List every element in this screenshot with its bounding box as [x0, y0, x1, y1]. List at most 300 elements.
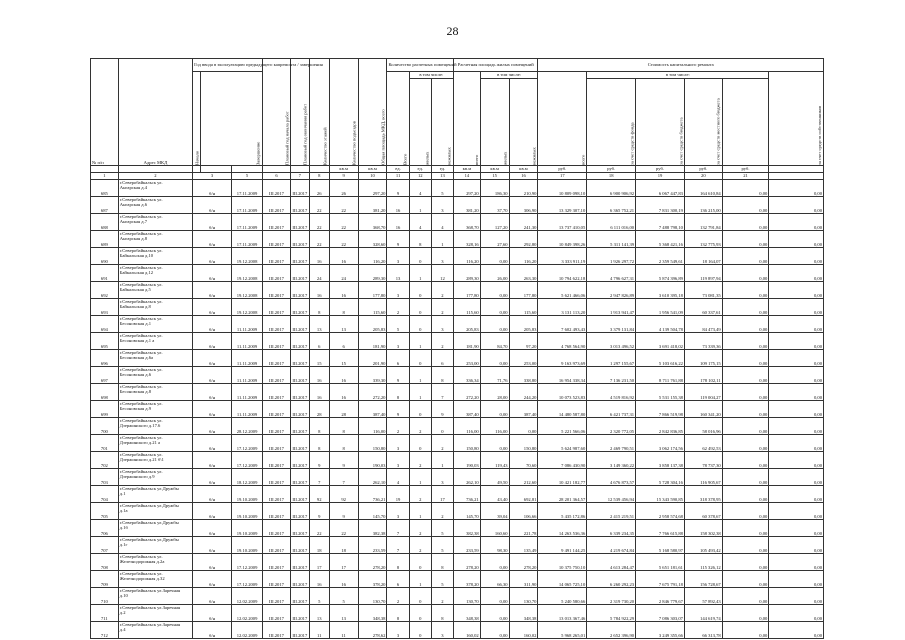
- cell-c6: III.2017: [290, 622, 309, 639]
- cell-n: 705: [91, 503, 119, 520]
- address-line: г.Северобайкальск ул.: [119, 231, 163, 236]
- address-cell: [118, 554, 192, 571]
- cell-c19: 116 905,67: [684, 469, 722, 486]
- cell-c12: 5: [431, 571, 453, 588]
- cell-c12: 3: [431, 469, 453, 486]
- address-cell: [118, 622, 192, 639]
- cell-c19: 132 775,93: [684, 231, 722, 248]
- cell-c15: 348,38: [509, 605, 538, 622]
- address-line: г.Северобайкальск ул.: [119, 197, 163, 202]
- cell-c5: III.2017: [263, 282, 291, 299]
- cell-c12: 2: [431, 503, 453, 520]
- cell-c17: 1 297 155,67: [587, 350, 636, 367]
- cell-c16: 4 768 564,90: [538, 333, 587, 350]
- cell-c16: 9 163 973,69: [538, 350, 587, 367]
- cell-c15: 263,30: [509, 265, 538, 282]
- cell-c13: 145,70: [454, 503, 481, 520]
- address-line: Дзержинского д.9: [119, 474, 155, 480]
- cell-c13: 378,20: [454, 571, 481, 588]
- cell-c16: 13 013 367,46: [538, 605, 587, 622]
- cell-c14: 0,00: [480, 350, 509, 367]
- col-number-cell: 10: [358, 173, 387, 180]
- cell-c13: 368,70: [454, 214, 481, 231]
- cell-c8: 18: [329, 537, 358, 554]
- address-line: Ангарская д.4: [119, 185, 148, 191]
- cell-c14: 43,40: [480, 486, 509, 503]
- cell-c14: 0,00: [480, 435, 509, 452]
- cell-c10: 6: [387, 571, 409, 588]
- cell-c13: 205,83: [454, 316, 481, 333]
- cell-c18: 5 874 396,89: [636, 265, 685, 282]
- cell-c5: III.2017: [263, 299, 291, 316]
- cell-c9: 297,20: [358, 180, 387, 197]
- cell-c15: 160,02: [509, 622, 538, 639]
- column-number-row: [91, 173, 824, 180]
- address-line: Дзержинского д.17.6: [119, 423, 161, 429]
- unit-cell: руб.: [722, 166, 769, 173]
- table-row: [91, 350, 824, 367]
- address-line: Байкальская д.12: [119, 270, 154, 276]
- cell-c10: 3: [387, 435, 409, 452]
- address-cell: [118, 214, 192, 231]
- cell-c9: 736,21: [358, 486, 387, 503]
- cell-n: 685: [91, 180, 119, 197]
- table-row: [91, 282, 824, 299]
- cell-c16: 5 240 580,66: [538, 588, 587, 605]
- unit-cell: [309, 166, 329, 173]
- col-number-cell: 19: [636, 173, 685, 180]
- cell-c13: 262,10: [454, 469, 481, 486]
- cell-c19: 57 892,43: [684, 588, 722, 605]
- cell-c3: б/н: [193, 401, 232, 418]
- cell-c12: 3: [431, 197, 453, 214]
- cell-c7: 18: [309, 537, 329, 554]
- cell-c10: 3: [387, 622, 409, 639]
- cell-c14: 0,00: [480, 282, 509, 299]
- address-line: г.Северобайкальск ул.Дружбы: [119, 503, 179, 508]
- cell-c17: 1 926 297,72: [587, 248, 636, 265]
- cell-c8: 5: [329, 588, 358, 605]
- table-row: [91, 605, 824, 622]
- cell-c17: 12 539 456,94: [587, 486, 636, 503]
- address-line: г.Северобайкальск ул.: [119, 265, 163, 270]
- cell-c9: 272,20: [358, 384, 387, 401]
- cell-c13: 150,80: [454, 435, 481, 452]
- cell-c8: 6: [329, 333, 358, 350]
- cell-c10: 2: [387, 299, 409, 316]
- cell-c14: 186,30: [480, 180, 509, 197]
- cell-c18: 5 651 181,61: [636, 554, 685, 571]
- cell-n: 704: [91, 486, 119, 503]
- cell-c20: 0,00: [722, 367, 769, 384]
- cell-c11: 2: [409, 486, 431, 503]
- cell-n: 701: [91, 435, 119, 452]
- cell-c8: 16: [329, 282, 358, 299]
- cell-c16: 7 086 430,90: [538, 452, 587, 469]
- table-row: [91, 452, 824, 469]
- cell-c19: 119 004,27: [684, 384, 722, 401]
- unit-cell: кв.м: [509, 166, 538, 173]
- cell-c11: 0: [409, 282, 431, 299]
- address-line: г.Северобайкальск ул.: [119, 316, 163, 321]
- unit-cell: кв.м: [480, 166, 509, 173]
- cell-c5: III.2017: [263, 316, 291, 333]
- unit-cell: [231, 166, 262, 173]
- cell-c11: 0: [409, 316, 431, 333]
- cell-c8: 22: [329, 197, 358, 214]
- cell-c11: 0: [409, 248, 431, 265]
- cell-c8: 15: [329, 350, 358, 367]
- cell-n: 710: [91, 588, 119, 605]
- cell-c19: 60 337,61: [684, 299, 722, 316]
- unit-cell: [290, 166, 309, 173]
- unit-cell: [263, 166, 291, 173]
- address-cell: [118, 299, 192, 316]
- cell-c9: 145,70: [358, 503, 387, 520]
- cell-c7: 8: [309, 435, 329, 452]
- cell-c19: 109 175,15: [684, 350, 722, 367]
- cell-n: 687: [91, 197, 119, 214]
- cell-c5: III.2017: [263, 571, 291, 588]
- cell-c18: 5 168 580,97: [636, 537, 685, 554]
- col-number-cell: 18: [587, 173, 636, 180]
- address-cell: [118, 571, 192, 588]
- address-line: г.Северобайкальск ул.: [119, 452, 163, 457]
- cell-c3: б/н: [193, 299, 232, 316]
- cell-c21: 0,00: [769, 282, 824, 299]
- cell-c6: III.2017: [290, 554, 309, 571]
- cell-c20: 0,00: [722, 401, 769, 418]
- header-area: Общая площадь МКД, всего: [358, 59, 387, 166]
- cell-c7: 22: [309, 231, 329, 248]
- cell-c4: 19.10.2009: [231, 537, 262, 554]
- cell-c13: 348,38: [454, 605, 481, 622]
- cell-c11: 8: [409, 231, 431, 248]
- cell-c7: 16: [309, 367, 329, 384]
- cell-c18: 4 139 504,78: [636, 316, 685, 333]
- cell-c12: 1: [431, 452, 453, 469]
- cell-c20: 0,00: [722, 282, 769, 299]
- cell-c3: б/н: [193, 350, 232, 367]
- cell-c19: 144 619,74: [684, 605, 722, 622]
- cell-c12: 9: [431, 401, 453, 418]
- cell-c6: III.2017: [290, 418, 309, 435]
- cell-c21: 0,00: [769, 214, 824, 231]
- cell-n: 690: [91, 248, 119, 265]
- cell-c3: б/н: [193, 197, 232, 214]
- cell-c14: 0,00: [480, 401, 509, 418]
- cell-c17: 6 111 016,00: [587, 214, 636, 231]
- cell-c4: 11.11.2009: [231, 401, 262, 418]
- cell-c16: 9 491 144,25: [538, 537, 587, 554]
- cell-c7: 26: [309, 180, 329, 197]
- cell-c3: б/н: [193, 333, 232, 350]
- cell-c13: 233,59: [454, 537, 481, 554]
- header-area-incl: в том числе:: [480, 72, 538, 79]
- cell-c21: 0,00: [769, 452, 824, 469]
- cell-c14: 0,00: [480, 554, 509, 571]
- cell-c9: 339,30: [358, 367, 387, 384]
- cell-c14: 71,76: [480, 367, 509, 384]
- address-cell: [118, 180, 192, 197]
- cell-c14: 66,30: [480, 571, 509, 588]
- cell-c4: 19.12.2008: [231, 282, 262, 299]
- cell-c16: 14 263 536,36: [538, 520, 587, 537]
- address-cell: [118, 367, 192, 384]
- cell-c21: 0,00: [769, 333, 824, 350]
- cell-c20: 0,00: [722, 384, 769, 401]
- cell-c15: 692,81: [509, 486, 538, 503]
- cell-c5: III.2017: [263, 486, 291, 503]
- unit-cell: [118, 166, 192, 173]
- table-row: [91, 486, 824, 503]
- cell-c11: 0: [409, 588, 431, 605]
- cell-c15: 130,70: [509, 588, 538, 605]
- cell-c13: 190,03: [454, 452, 481, 469]
- address-cell: [118, 605, 192, 622]
- cell-c21: 0,00: [769, 316, 824, 333]
- table-row: [91, 588, 824, 605]
- cell-c7: 92: [309, 486, 329, 503]
- cell-c4: 17.12.2009: [231, 571, 262, 588]
- address-cell: [118, 384, 192, 401]
- capital-repair-register-table: [90, 58, 824, 639]
- cell-c17: 2 947 826,89: [587, 282, 636, 299]
- cell-c3: б/н: [193, 418, 232, 435]
- cell-c4: 11.11.2009: [231, 384, 262, 401]
- cell-c10: 13: [387, 265, 409, 282]
- cell-c15: 241,30: [509, 214, 538, 231]
- cell-c7: 8: [309, 418, 329, 435]
- table-row: [91, 571, 824, 588]
- cell-c15: 115,60: [509, 299, 538, 316]
- col-number-cell: 16: [509, 173, 538, 180]
- address-cell: [118, 282, 192, 299]
- cell-c15: 292,80: [509, 231, 538, 248]
- cell-n: 703: [91, 469, 119, 486]
- cell-c3: б/н: [193, 605, 232, 622]
- address-line: г.Северобайкальск ул.Дружбы: [119, 537, 179, 542]
- cell-c10: 16: [387, 197, 409, 214]
- address-line: Ангарская д.7: [119, 219, 148, 225]
- cell-c9: 381,20: [358, 197, 387, 214]
- cell-c13: 387,40: [454, 401, 481, 418]
- address-cell: [118, 520, 192, 537]
- cell-c9: 130,70: [358, 588, 387, 605]
- cell-c7: 16: [309, 384, 329, 401]
- col-number-cell: 2: [118, 173, 192, 180]
- cell-c16: 3 333 911,19: [538, 248, 587, 265]
- cell-c10: 6: [387, 350, 409, 367]
- table-row: [91, 214, 824, 231]
- cell-c12: 3: [431, 622, 453, 639]
- cell-c10: 3: [387, 333, 409, 350]
- cell-c5: III.2017: [263, 452, 291, 469]
- cell-c14: 127,20: [480, 214, 509, 231]
- cell-c4: 17.11.2009: [231, 180, 262, 197]
- cell-c15: 106,66: [509, 503, 538, 520]
- cell-c7: 5: [309, 588, 329, 605]
- cell-c5: III.2017: [263, 197, 291, 214]
- cell-c11: 1: [409, 265, 431, 282]
- address-cell: [118, 435, 192, 452]
- cell-c11: 1: [409, 503, 431, 520]
- cell-c18: 3 691 418,02: [636, 333, 685, 350]
- cell-c5: III.2017: [263, 248, 291, 265]
- cell-c3: б/н: [193, 265, 232, 282]
- table-row: [91, 265, 824, 282]
- cell-c8: 13: [329, 316, 358, 333]
- cell-c10: 9: [387, 231, 409, 248]
- cell-c7: 6: [309, 333, 329, 350]
- cell-c9: 278,20: [358, 554, 387, 571]
- col-number-cell: 20: [684, 173, 722, 180]
- cell-c12: 5: [431, 537, 453, 554]
- cell-c12: 0: [431, 418, 453, 435]
- col-number-cell: 21: [722, 173, 769, 180]
- table-row: [91, 418, 824, 435]
- header-year-start: Начало: [193, 72, 201, 166]
- cell-c6: III.2017: [290, 435, 309, 452]
- cell-c7: 13: [309, 316, 329, 333]
- cell-c20: 0,00: [722, 350, 769, 367]
- cell-c7: 16: [309, 282, 329, 299]
- cell-c12: 12: [431, 265, 453, 282]
- cell-n: 707: [91, 537, 119, 554]
- address-line: Ангарская д.6: [119, 202, 148, 208]
- cell-c8: 16: [329, 384, 358, 401]
- cell-n: 696: [91, 350, 119, 367]
- cell-n: 691: [91, 265, 119, 282]
- cell-c17: 3 013 496,52: [587, 333, 636, 350]
- cell-c21: 0,00: [769, 622, 824, 639]
- cell-c13: 736,21: [454, 486, 481, 503]
- address-line: г.Северобайкальск ул.: [119, 384, 163, 389]
- unit-cell: кв.м: [329, 166, 358, 173]
- cell-c10: 19: [387, 486, 409, 503]
- cell-c13: 272,20: [454, 384, 481, 401]
- cell-c5: III.2017: [263, 333, 291, 350]
- cell-n: 708: [91, 554, 119, 571]
- cell-c15: 135,49: [509, 537, 538, 554]
- page-number: 28: [446, 24, 459, 38]
- cell-n: 692: [91, 282, 119, 299]
- address-cell: [118, 486, 192, 503]
- address-cell: [118, 350, 192, 367]
- col-number-cell: 11: [387, 173, 409, 180]
- cell-c6: III.2017: [290, 384, 309, 401]
- unit-cell: ед.: [387, 166, 409, 173]
- cell-c18: 6 067 447,83: [636, 180, 685, 197]
- cell-c12: 2: [431, 282, 453, 299]
- cell-c11: 1: [409, 384, 431, 401]
- cell-c6: III.2017: [290, 180, 309, 197]
- address-line: д.1г: [119, 542, 128, 548]
- cell-c7: 16: [309, 248, 329, 265]
- cell-c19: 115 326,12: [684, 554, 722, 571]
- address-line: Бесоновская д.6: [119, 372, 152, 378]
- cell-c11: 0: [409, 299, 431, 316]
- cell-c8: 17: [329, 554, 358, 571]
- cell-c3: б/н: [193, 571, 232, 588]
- cell-c14: 28,00: [480, 384, 509, 401]
- cell-c3: б/н: [193, 554, 232, 571]
- address-cell: [118, 401, 192, 418]
- cell-c11: 1: [409, 571, 431, 588]
- cell-c8: 13: [329, 605, 358, 622]
- table-row: [91, 316, 824, 333]
- cell-c21: 0,00: [769, 248, 824, 265]
- cell-c7: 9: [309, 452, 329, 469]
- cell-c5: III.2017: [263, 418, 291, 435]
- cell-c17: 4 796 627,31: [587, 265, 636, 282]
- cell-c6: III.2017: [290, 571, 309, 588]
- cell-c13: 328,16: [454, 231, 481, 248]
- cell-c5: III.2017: [263, 265, 291, 282]
- col-number-cell: 17: [538, 173, 587, 180]
- cell-c7: 22: [309, 214, 329, 231]
- cell-c14: 116,00: [480, 418, 509, 435]
- cell-c18: 15 343 590,85: [636, 486, 685, 503]
- cell-c19: 66 313,78: [684, 622, 722, 639]
- cell-c14: 0,00: [480, 299, 509, 316]
- units-row: [91, 166, 824, 173]
- cell-c9: 382,38: [358, 520, 387, 537]
- cell-c13: 253,00: [454, 350, 481, 367]
- cell-c6: III.2017: [290, 248, 309, 265]
- cell-c16: 16 954 338,34: [538, 367, 587, 384]
- col-number-cell: 15: [480, 173, 509, 180]
- cell-c19: 178 102,11: [684, 367, 722, 384]
- address-cell: [118, 265, 192, 282]
- cell-n: 699: [91, 401, 119, 418]
- cell-c21: 0,00: [769, 384, 824, 401]
- cell-c21: 0,00: [769, 299, 824, 316]
- cell-c21: 0,00: [769, 588, 824, 605]
- cell-c8: 7: [329, 469, 358, 486]
- cell-c15: 0,00: [509, 418, 538, 435]
- cell-c14: 37,70: [480, 197, 509, 214]
- cell-c10: 16: [387, 214, 409, 231]
- address-line: Байкальская д.8: [119, 304, 151, 310]
- table-row: [91, 503, 824, 520]
- table-row: [91, 180, 824, 197]
- table-row: [91, 367, 824, 384]
- cell-c12: 3: [431, 248, 453, 265]
- cell-c11: 1: [409, 197, 431, 214]
- unit-cell: кв.м: [454, 166, 481, 173]
- cell-c17: 3 379 131,84: [587, 316, 636, 333]
- cell-c19: 318 378,95: [684, 486, 722, 503]
- cell-c19: 105 493,42: [684, 537, 722, 554]
- cell-c8: 22: [329, 214, 358, 231]
- cell-c21: 0,00: [769, 571, 824, 588]
- cell-c8: 16: [329, 248, 358, 265]
- cell-c3: б/н: [193, 520, 232, 537]
- cell-c20: 0,00: [722, 231, 769, 248]
- cell-c17: 2 320 772,05: [587, 418, 636, 435]
- table-row: [91, 197, 824, 214]
- cell-c20: 0,00: [722, 588, 769, 605]
- header-cost-total: всего: [538, 72, 587, 166]
- cell-c11: 0: [409, 622, 431, 639]
- cell-c12: 3: [431, 316, 453, 333]
- cell-c21: 0,00: [769, 537, 824, 554]
- cell-c16: 5 968 265,01: [538, 622, 587, 639]
- address-cell: [118, 197, 192, 214]
- cell-c7: 9: [309, 503, 329, 520]
- cell-c20: 0,00: [722, 571, 769, 588]
